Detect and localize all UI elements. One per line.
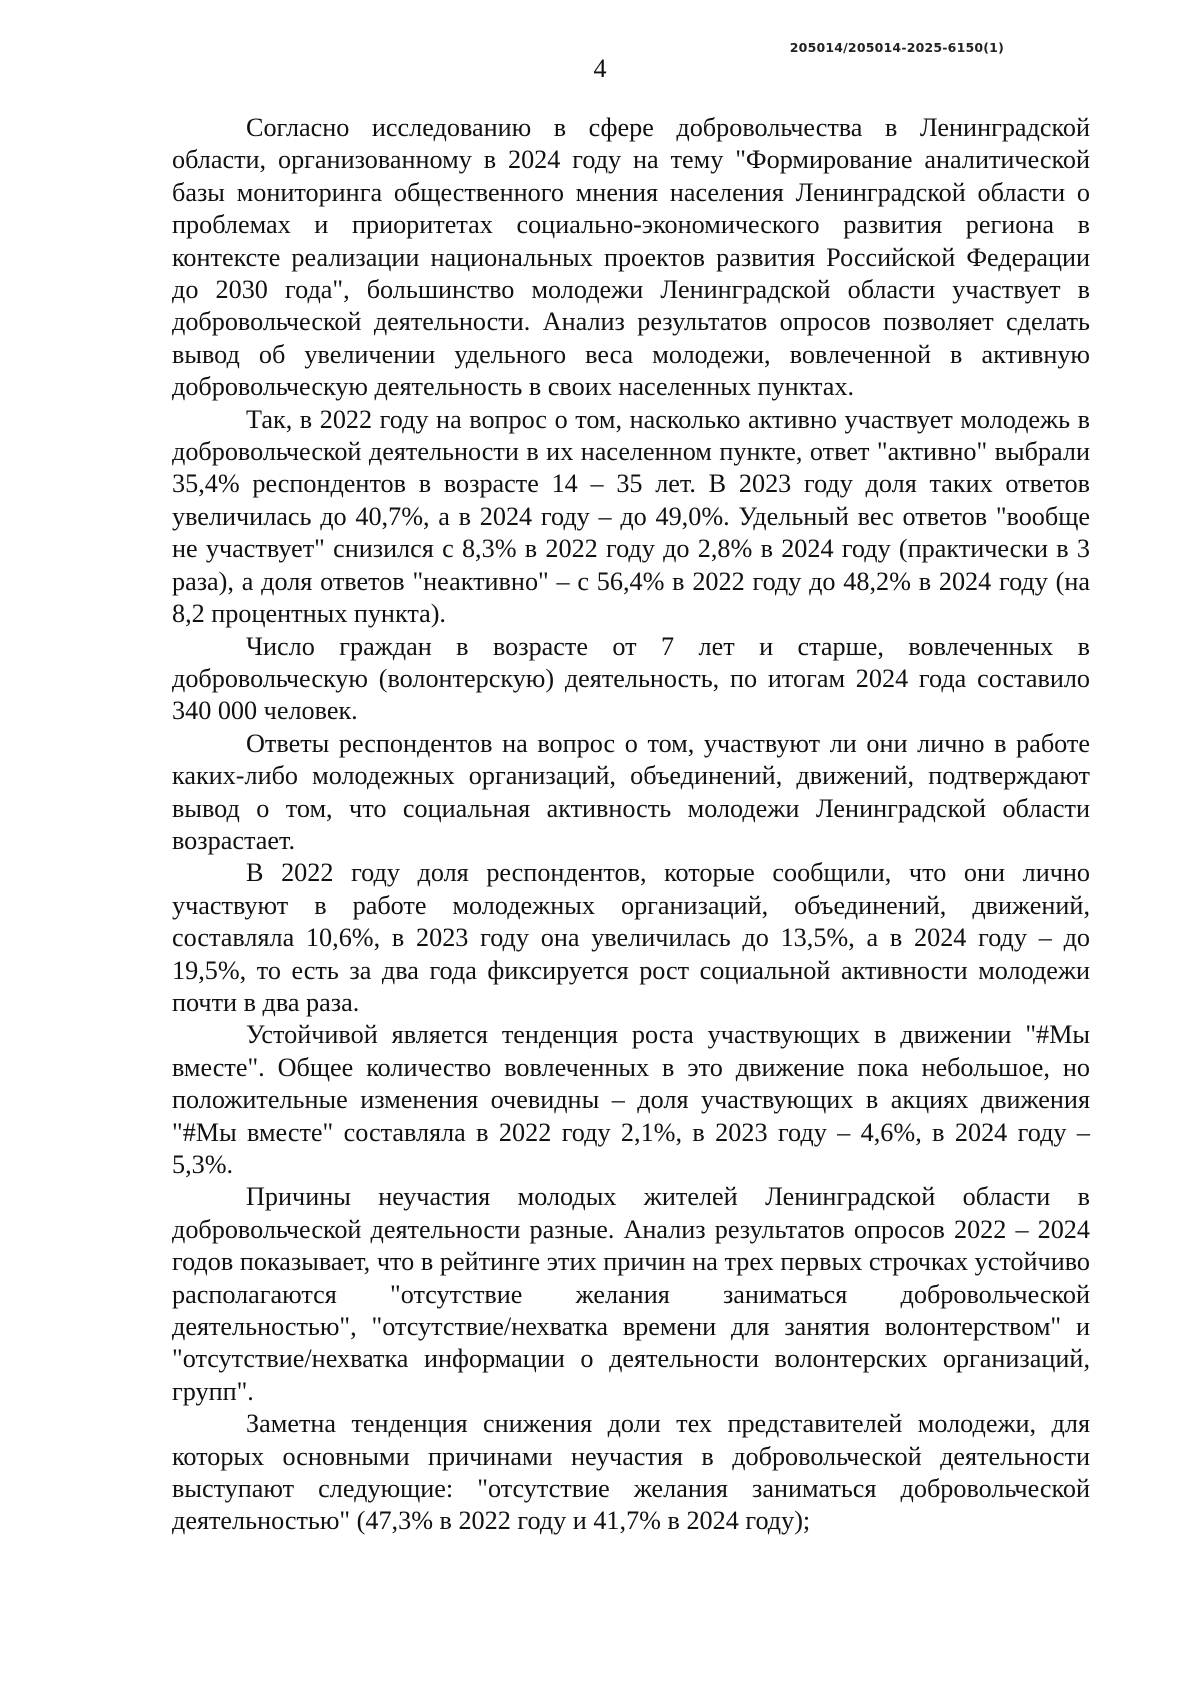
paragraph: Устойчивой является тенденция роста участвующих в движении "#Мы вместе". Общее количество вовлеченных в это движение пока небольшое, но положительные изменения очевидны – доля участвующих в акциях движения "#Мы вместе" составляла в 2022 году 2,1%, в 2023 году – 4,6%, в 2024 году – 5,3%. [172,1020,1090,1179]
paragraph: Согласно исследованию в сфере добровольчества в Ленинградской области, организованному в 2024 году на тему "Формирование аналитической базы мониторинга общественного мнения населения Ленинградской области о проблемах и приоритетах социально-экономического развития региона в контексте реализации национальных проектов развития Российской Федерации до 2030 года", большинство молодежи Ленинградской области участвует в добровольческой деятельности. Анализ результатов опросов позволяет сделать вывод об увеличении удельного веса молодежи, вовлеченной в активную добровольческую деятельность в своих населенных пунктах. [172,113,1090,402]
paragraph: Число граждан в возрасте от 7 лет и старше, вовлеченных в добровольческую (волонтерскую) деятельность, по итогам 2024 года составило 340 000 человек. [172,631,1090,726]
page-number: 4 [593,54,607,83]
paragraph: Заметна тенденция снижения доли тех представителей молодежи, для которых основными причинами неучастия в добровольческой деятельности выступают следующие: "отсутствие желания заниматься добровольческой деятельностью" (47,3% в 2022 году и 41,7% в 2024 году); [172,1409,1090,1536]
paragraph: Ответы респондентов на вопрос о том, участвуют ли они лично в работе каких-либо молодежных организаций, объединений, движений, подтверждают вывод о том, что социальная активность молодежи Ленинградской области возрастает. [172,728,1090,855]
paragraph: Так, в 2022 году на вопрос о том, насколько активно участвует молодежь в добровольческой деятельности в их населенном пункте, ответ "активно" выбрали 35,4% респондентов в возрасте 14 – 35 лет. В 2023 году доля таких ответов увеличилась до 40,7%, а в 2024 году – до 49,0%. Удельный вес ответов "вообще не участвует" снизился с 8,3% в 2022 году до 2,8% в 2024 году (практически в 3 раза), а доля ответов "неактивно" – с 56,4% в 2022 году до 48,2% в 2024 году (на 8,2 процентных пункта). [172,404,1090,629]
document-body [172,112,1090,1538]
document-id: 205014/205014-2025-6150(1) [789,40,1004,55]
paragraph: Причины неучастия молодых жителей Ленинградской области в добровольческой деятельности разные. Анализ результатов опросов 2022 – 2024 годов показывает, что в рейтинге этих причин на трех первых строчках устойчиво располагаются "отсутствие желания заниматься добровольческой деятельностью", "отсутствие/нехватка времени для занятия волонтерством" и "отсутствие/нехватка информации о деятельности волонтерских организаций, групп". [172,1182,1090,1406]
paragraph: В 2022 году доля респондентов, которые сообщили, что они лично участвуют в работе молодежных организаций, объединений, движений, составляла 10,6%, в 2023 году она увеличилась до 13,5%, а в 2024 году – до 19,5%, то есть за два года фиксируется рост социальной активности молодежи почти в два раза. [172,858,1090,1017]
